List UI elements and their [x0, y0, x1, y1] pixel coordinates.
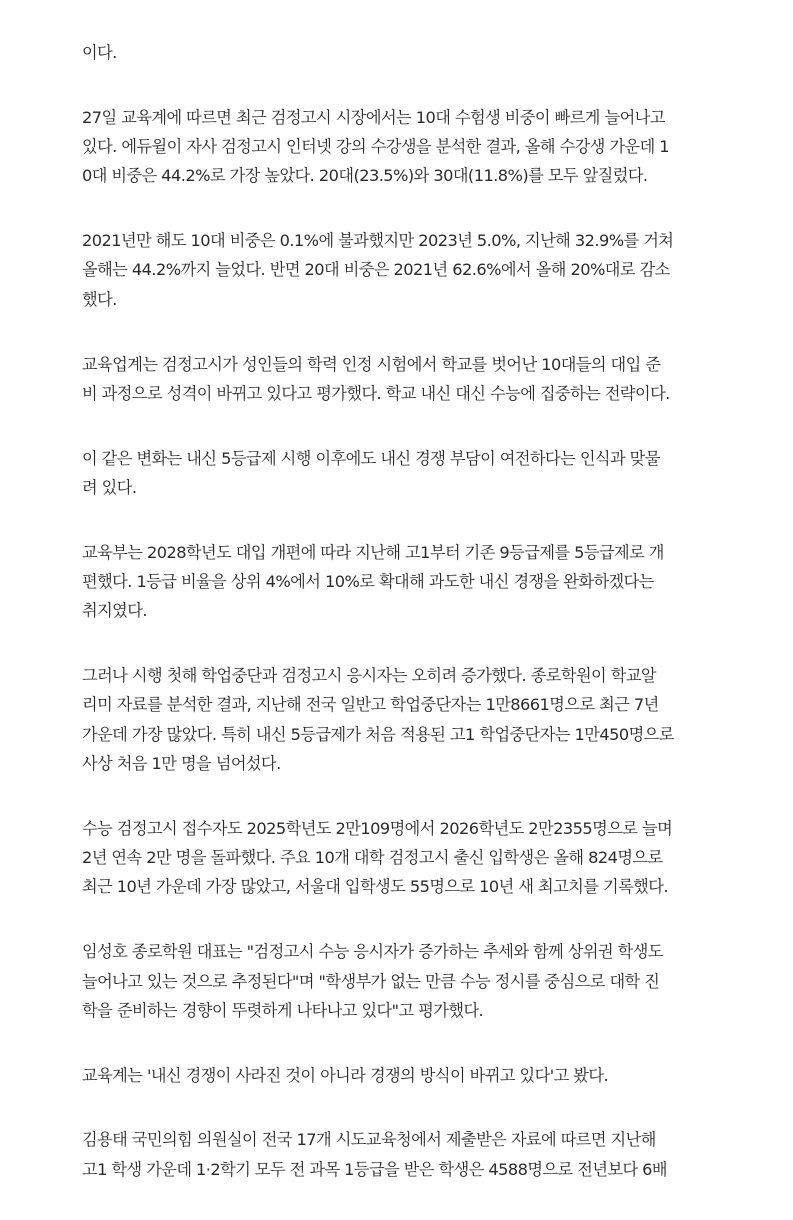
paragraph-3: 2021년만 해도 10대 비중은 0.1%에 불과했지만 2023년 5.0%, 지난해 32.9%를 거쳐 올해는 44.2%까지 늘었다. 반면 20대 비중은 2021년 62.6%에서 올해 20%대로 감소 했다.: [82, 231, 674, 309]
paragraph-6: 교육부는 2028학년도 대입 개편에 따라 지난해 고1부터 기존 9등급제를 5등급제로 개 편했다. 1등급 비율을 상위 4%에서 10%로 확대해 과도한 내신 경쟁을 완화하겠다는 취지였다.: [82, 542, 664, 621]
paragraph-8: 수능 검정고시 접수자도 2025학년도 2만109명에서 2026학년도 2만2355명으로 늘며 2년 연속 2만 명을 돌파했다. 주요 10개 대학 검정고시 출신 입학생은 올해 824명으로 최근 10년 가운데 가장 많았고, 서울대 입학생도 55명으로 10년 새 최고치를 기록했다.: [82, 818, 673, 897]
paragraph-4: 교육업계는 검정고시가 성인들의 학력 인정 시험에서 학교를 벗어난 10대들의 대입 준 비 과정으로 성격이 바뀌고 있다고 평가했다. 학교 내신 대신 수능에 집중하는 전략이다.: [82, 354, 670, 403]
paragraph-11: 김용태 국민의힘 의원실이 전국 17개 시도교육청에서 제출받은 자료에 따르면 지난해 고1 학생 가운데 1·2학기 모두 전 과목 1등급을 받은 학생은 4588명으로 전년보다 6배: [82, 1130, 668, 1179]
paragraph-2: 27일 교육계에 따르면 최근 검정고시 시장에서는 10대 수험생 비중이 빠르게 늘어나고 있다. 에듀윌이 자사 검정고시 인터넷 강의 수강생을 분석한 결과, 올해 수강생 가운데 1 0대 비중은 44.2%로 가장 높았다. 20대(23.5%)와 30대(11.8%)를 모두 앞질렀다.: [82, 107, 670, 186]
paragraph-1: 이다.: [82, 43, 117, 62]
article-body: [82, 38, 722, 1220]
paragraph-5: 이 같은 변화는 내신 5등급제 시행 이후에도 내신 경쟁 부담이 여전하다는 인식과 맞물 려 있다.: [82, 448, 660, 497]
paragraph-10: 교육계는 '내신 경쟁이 사라진 것이 아니라 경쟁의 방식이 바뀌고 있다'고 봤다.: [82, 1065, 609, 1085]
paragraph-9: 임성호 종로학원 대표는 "검정고시 수능 응시자가 증가하는 추세와 함께 상위권 학생도 늘어나고 있는 것으로 추정된다"며 "학생부가 없는 만큼 수능 정시를 중심으로 대학 진 학을 준비하는 경향이 뚜렷하게 나타나고 있다"고 평가했다.: [82, 942, 663, 1020]
paragraph-7: 그러나 시행 첫해 학업중단과 검정고시 응시자는 오히려 증가했다. 종로학원이 학교알 리미 자료를 분석한 결과, 지난해 전국 일반고 학업중단자는 1만8661명으로 최근 7년 가운데 가장 많았다. 특히 내신 5등급제가 처음 적용된 고1 학업중단자는 1만450명으로 사상 처음 1만 명을 넘어섰다.: [82, 666, 674, 774]
